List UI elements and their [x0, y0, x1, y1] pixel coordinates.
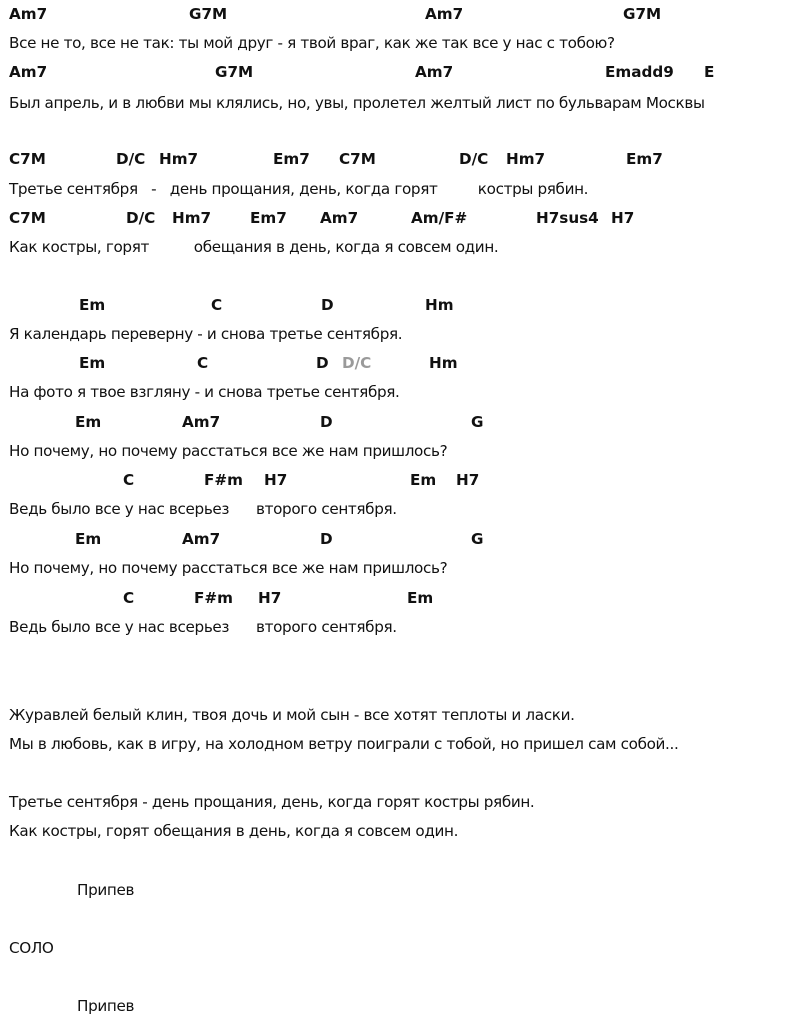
chord: F#m: [204, 471, 243, 489]
chord: C: [123, 589, 135, 607]
chord-line: [9, 207, 635, 229]
chord: Em: [407, 589, 434, 607]
lyric-line: Журавлей белый клин, твоя дочь и мой сын - все хотят теплоты и ласки.: [9, 706, 575, 724]
lyric-line: Все не то, все не так: ты мой друг - я твой враг, как же так все у нас с тобою?: [9, 34, 615, 52]
chord: C7M: [9, 150, 46, 168]
chord: Am7: [9, 5, 48, 23]
lyric-line: Был апрель, и в любви мы клялись, но, увы, пролетел желтый лист по бульварам Москвы: [9, 94, 705, 112]
chord: Am/F#: [411, 209, 468, 227]
lyric-line: Ведь было все у нас всерьез второго сентября.: [9, 500, 397, 518]
chord: D/C: [116, 150, 146, 168]
chord: D/C: [459, 150, 489, 168]
chord: Hm: [425, 296, 454, 314]
chord: C: [197, 354, 209, 372]
chord: Am7: [320, 209, 359, 227]
chord: Hm7: [172, 209, 212, 227]
chord: Em: [75, 413, 102, 431]
chord-line: [9, 3, 662, 25]
chord: C7M: [9, 209, 46, 227]
chord-muted: D/C: [342, 354, 372, 372]
chord: Am7: [9, 63, 48, 81]
chord: Am7: [182, 530, 221, 548]
chord: Am7: [415, 63, 454, 81]
chorus-label: Припев: [77, 997, 135, 1015]
chord-line: [9, 61, 715, 83]
chord: G7M: [189, 5, 228, 23]
chord: D: [321, 296, 334, 314]
chord: Hm: [429, 354, 458, 372]
lyric-line: Но почему, но почему расстаться все же нам пришлось?: [9, 559, 448, 577]
lyric-line: Как костры, горят обещания в день, когда я совсем один.: [9, 822, 459, 840]
chord: Em7: [273, 150, 310, 168]
chord-line: [9, 411, 484, 433]
lyric-line: Третье сентября - день прощания, день, когда горят костры рябин.: [9, 793, 535, 811]
chord: Em7: [626, 150, 663, 168]
chord-line: [9, 352, 458, 374]
chord-line: [9, 148, 663, 170]
chord-line: [9, 469, 480, 491]
chord: Hm7: [159, 150, 199, 168]
lyric-line: Третье сентября - день прощания, день, когда горят костры рябин.: [9, 180, 589, 198]
chord-line: [9, 587, 434, 609]
chord: G: [471, 530, 484, 548]
chord: C: [211, 296, 223, 314]
chord: D: [316, 354, 329, 372]
chord: G7M: [623, 5, 662, 23]
lyric-line: Но почему, но почему расстаться все же нам пришлось?: [9, 442, 448, 460]
lyric-line: Мы в любовь, как в игру, на холодном ветру поиграли с тобой, но пришел сам собой...: [9, 735, 679, 753]
chord: Em: [79, 296, 106, 314]
chord: G7M: [215, 63, 254, 81]
chord: Em: [410, 471, 437, 489]
chord: H7sus4: [536, 209, 599, 227]
lyric-line: Как костры, горят обещания в день, когда я совсем один.: [9, 238, 499, 256]
chord: Emadd9: [605, 63, 674, 81]
chord: Em: [79, 354, 106, 372]
chord: H7: [611, 209, 635, 227]
lyric-line: На фото я твое взгляну - и снова третье сентября.: [9, 383, 400, 401]
chord: Em7: [250, 209, 287, 227]
chord: G: [471, 413, 484, 431]
chord: D: [320, 413, 333, 431]
chord: C: [123, 471, 135, 489]
chord: D: [320, 530, 333, 548]
chord-line: [9, 294, 454, 316]
chord: C7M: [339, 150, 376, 168]
chord-line: [9, 528, 484, 550]
chorus-label: Припев: [77, 881, 135, 899]
solo-label: СОЛО: [9, 939, 54, 957]
chord: D/C: [126, 209, 156, 227]
chord: F#m: [194, 589, 233, 607]
chord: Am7: [182, 413, 221, 431]
lyric-line: Ведь было все у нас всерьез второго сентября.: [9, 618, 397, 636]
lyric-line: Я календарь переверну - и снова третье сентября.: [9, 325, 403, 343]
chord: H7: [264, 471, 288, 489]
chord: H7: [258, 589, 282, 607]
chord: Em: [75, 530, 102, 548]
chord: H7: [456, 471, 480, 489]
chord: Hm7: [506, 150, 546, 168]
chord: E: [704, 63, 715, 81]
chord: Am7: [425, 5, 464, 23]
